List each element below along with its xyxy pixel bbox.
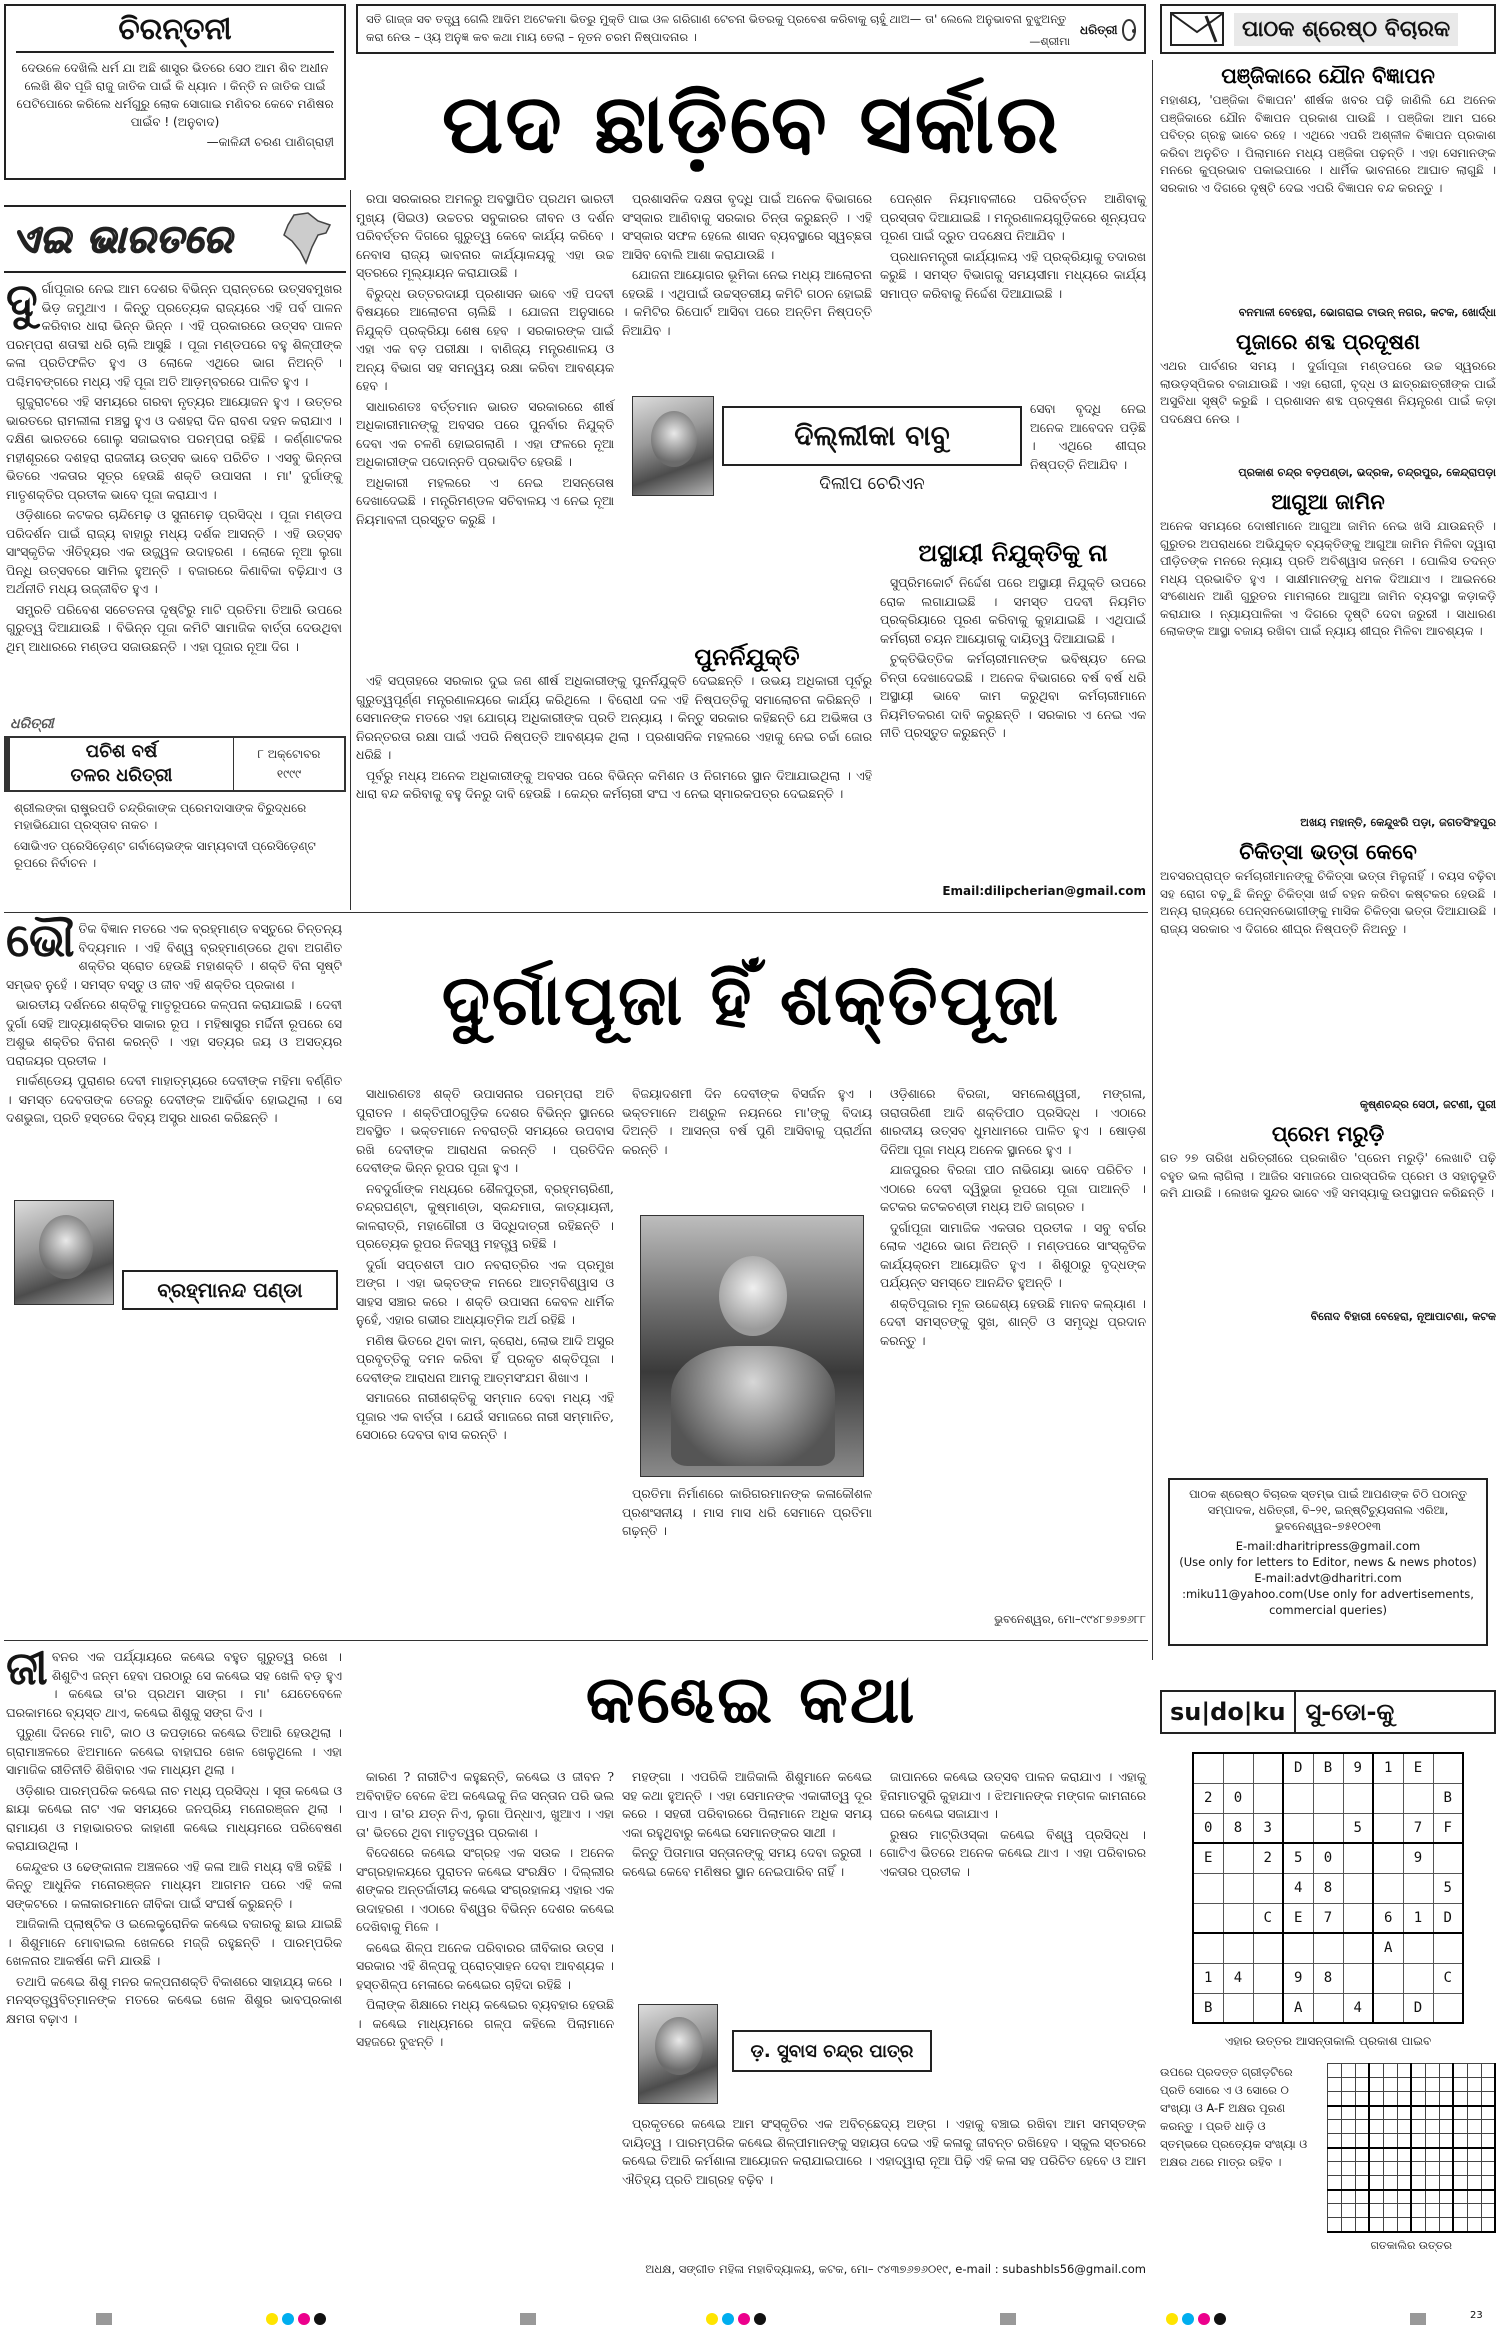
sudoku-cell[interactable] (1343, 1903, 1373, 1933)
durga-author: ବ୍ରହ୍ମାନନ୍ଦ ପଣ୍ଡା (157, 1278, 303, 1302)
durga-intro: ଭୌତିକ ବିଜ୍ଞାନ ମତରେ ଏକ ବ୍ରହ୍ମାଣ୍ଡ ବସ୍ତୁରେ ଚିନ୍ତନ୍ୟ ବିଦ୍ୟମାନ । ଏହି ବିଶ୍ୱ ବ୍ରହ୍ମାଣ୍ଡରେ ଥିବା ଅଗଣିତ ଶକ୍ତିର ସ୍ରୋତ ହେଉଛି ମହାଶକ୍ତି । ଶକ୍ତି ବିନା ସୃଷ୍ଟି ସମ୍ଭବ ନୁହେଁ । ସମସ୍ତ ବସ୍ତୁ ଓ ଜୀବ ଏହି ଶକ୍ତିର ପ୍ରକାଶ । ଭାରତୀୟ ଦର୍ଶନରେ ଶକ୍ତିକୁ ମାତୃରୂପରେ କଳ୍ପନା କରାଯାଇଛି । ଦେବୀ ଦୁର୍ଗା ସେହି ଆଦ୍ୟାଶକ୍ତିର ସାକାର ରୂପ । ମହିଷାସୁର ମର୍ଦ୍ଦିନୀ ରୂପରେ ସେ ଅଶୁଭ ଶକ୍ତିର ବିନାଶ କରନ୍ତି । ଏହା ସତ୍ୟର ଜୟ ଓ ଅସତ୍ୟର ପରାଜୟର ପ୍ରତୀକ । ମାର୍କଣ୍ଡେୟ ପୁରାଣର ଦେବୀ ମାହାତ୍ମ୍ୟରେ ଦେବୀଙ୍କ ମହିମା ବର୍ଣ୍ଣିତ । ସମସ୍ତ ଦେବତାଙ୍କ ତେଜରୁ ଦେବୀଙ୍କ ଆବିର୍ଭାବ ହୋଇଥିଲା । ସେ ଦଶଭୁଜା, ପ୍ରତି ହସ୍ତରେ ଦିବ୍ୟ ଅସ୍ତ୍ର ଧାରଣ କରିଛନ୍ତି । (6, 913, 342, 1125)
sudoku-title-or: ସୁ-ଡୋ-କୁ (1305, 1698, 1395, 1726)
sudoku-cell[interactable] (1223, 1753, 1253, 1783)
readers-title: ପାଠକ ଶ୍ରେଷ୍ଠ ବିଚାରକ (1234, 13, 1458, 46)
sudoku-cell[interactable] (1403, 1783, 1433, 1813)
pachisha-tag: ଧରିତ୍ରୀ (10, 716, 54, 732)
chirantani-box (4, 4, 346, 180)
column-title: ଦିଲ୍ଲୀକା ବାବୁ (794, 419, 950, 452)
sudoku-cell[interactable] (1253, 1783, 1283, 1813)
kanhei-footer: ଅଧକ୍ଷ, ସଙ୍ଗୀତ ମହିଳା ମହାବିଦ୍ୟାଳୟ, କଟକ, ମୋ– ୯୪୩୭୬୭୬୦୧୯, e-mail : subashbls56@gmail.com (645, 2262, 1146, 2276)
durga-idol-photo (640, 1215, 864, 1477)
readers-sig-5: ବିନୋଦ ବିହାରୀ ବେହେରା, ନୂଆପାଟଣା, କଟକ (1310, 1310, 1496, 1323)
dropcap: ଜୀ (6, 1641, 48, 1695)
lead-col-2: ପ୍ରଶାସନିକ ଦକ୍ଷତା ବୃଦ୍ଧି ପାଇଁ ଅନେକ ବିଭାଗରେ ସଂସ୍କାର ଆଣିବାକୁ ସରକାର ଚିନ୍ତା କରୁଛନ୍ତି । ଏହି ସଂସ୍କାର ସଫଳ ହେଲେ ଶାସନ ବ୍ୟବସ୍ଥାରେ ସ୍ୱଚ୍ଛତା ଆସିବ ବୋଲି ଆଶା କରାଯାଉଛି । ଯୋଜନା ଆୟୋଗର ଭୂମିକା ନେଇ ମଧ୍ୟ ଆଲୋଚନା ହେଉଛି । ଏଥିପାଇଁ ଉଚ୍ଚସ୍ତରୀୟ କମିଟି ଗଠନ ହୋଇଛି । କମିଟିର ରିପୋର୍ଟ ଆସିବା ପରେ ଅନ୍ତିମ ନିଷ୍ପତ୍ତି ନିଆଯିବ । (622, 191, 872, 338)
sudoku-cell[interactable]: E (1193, 1843, 1223, 1873)
pachisha-date-1: ୮ ଅକ୍ଟୋବର (257, 747, 321, 761)
lead-subhead-2: ଅସ୍ଥାୟୀ ନିଯୁକ୍ତିକୁ ନା (918, 539, 1108, 567)
sudoku-cell[interactable]: 4 (1283, 1873, 1313, 1903)
ajibharat-banner (4, 205, 346, 273)
sudoku-cell[interactable] (1313, 1993, 1343, 2023)
pachisha-item-2: ସୋଭିଏତ ପ୍ରେସିଡ଼େଣ୍ଟ ଗର୍ବାଚୋଭଙ୍କ ସାମ୍ୟବାଦୀ ପ୍ରେସିଡ଼େଣ୍ଟ ରୂପରେ ନିର୍ବାଚନ । (14, 839, 316, 870)
durga-col-1: ସାଧାରଣତଃ ଶକ୍ତି ଉପାସନାର ପରମ୍ପରା ଅତି ପୁରାତନ । ଶକ୍ତିପୀଠଗୁଡ଼ିକ ଦେଶର ବିଭିନ୍ନ ସ୍ଥାନରେ ଅବସ୍ଥିତ । ଭକ୍ତମାନେ ନବରାତ୍ରି ସମୟରେ ଉପବାସ ରଖି ଦେବୀଙ୍କ ଆରାଧନା କରନ୍ତି । ପ୍ରତିଦିନ ଦେବୀଙ୍କ ଭିନ୍ନ ରୂପର ପୂଜା ହୁଏ । ନବଦୁର୍ଗାଙ୍କ ମଧ୍ୟରେ ଶୈଳପୁତ୍ରୀ, ବ୍ରହ୍ମଚାରିଣୀ, ଚନ୍ଦ୍ରଘଣ୍ଟା, କୁଷ୍ମାଣ୍ଡା, ସ୍କନ୍ଦମାତା, କାତ୍ୟାୟନୀ, କାଳରାତ୍ରି, ମହାଗୌରୀ ଓ ସିଦ୍ଧିଦାତ୍ରୀ ରହିଛନ୍ତି । ପ୍ରତ୍ୟେକ ରୂପର ନିଜସ୍ୱ ମହତ୍ତ୍ୱ ରହିଛି । ଦୁର୍ଗା ସପ୍ତଶତୀ ପାଠ ନବରାତ୍ରିର ଏକ ପ୍ରମୁଖ ଅଙ୍ଗ । ଏହା ଭକ୍ତଙ୍କ ମନରେ ଆତ୍ମବିଶ୍ୱାସ ଓ ସାହସ ସଞ୍ଚାର କରେ । ଶକ୍ତି ଉପାସନା କେବଳ ଧାର୍ମିକ ନୁହେଁ, ଏହାର ଗଭୀର ଆଧ୍ୟାତ୍ମିକ ଅର୍ଥ ରହିଛି । ମଣିଷ ଭିତରେ ଥିବା କାମ, କ୍ରୋଧ, ଲୋଭ ଆଦି ଅସୁର ପ୍ରବୃତ୍ତିକୁ ଦମନ କରିବା ହିଁ ପ୍ରକୃତ ଶକ୍ତିପୂଜା । ଦେବୀଙ୍କ ଆରାଧନା ଆମକୁ ଆତ୍ମସଂଯମ ଶିଖାଏ । ସମାଜରେ ନାରୀଶକ୍ତିକୁ ସମ୍ମାନ ଦେବା ମଧ୍ୟ ଏହି ପୂଜାର ଏକ ବାର୍ତ୍ତା । ଯେଉଁ ସମାଜରେ ନାରୀ ସମ୍ମାନିତ, ସେଠାରେ ଦେବତା ବାସ କରନ୍ତି । (356, 1086, 614, 1442)
readers-contact (1168, 1478, 1488, 1646)
readers-body-3: ଅନେକ ସମୟରେ ଦୋଷୀମାନେ ଆଗୁଆ ଜାମିନ ନେଇ ଖସି ଯାଉଛନ୍ତି । ଗୁରୁତର ଅପରାଧରେ ଅଭିଯୁକ୍ତ ବ୍ୟକ୍ତିଙ୍କୁ ଆଗୁଆ ଜାମିନ ମିଳିବା ଦ୍ୱାରା ପୀଡ଼ିତଙ୍କ ମନରେ ନ୍ୟାୟ ପ୍ରତି ଅବିଶ୍ୱାସ ଜନ୍ମେ । ପୋଲିସ ତଦନ୍ତ ମଧ୍ୟ ପ୍ରଭାବିତ ହୁଏ । ସାକ୍ଷୀମାନଙ୍କୁ ଧମକ ଦିଆଯାଏ । ଆଇନରେ ସଂଶୋଧନ ଆଣି ଗୁରୁତର ମାମଲାରେ ଆଗୁଆ ଜାମିନ ବ୍ୟବସ୍ଥା କଡ଼ାକଡ଼ି କରାଯାଉ । ନ୍ୟାୟପାଳିକା ଏ ଦିଗରେ ଦୃଷ୍ଟି ଦେବା ଜରୁରୀ । ସାଧାରଣ ଲୋକଙ୍କ ଆସ୍ଥା ବଜାୟ ରଖିବା ପାଇଁ ନ୍ୟାୟ ଶୀଘ୍ର ମିଳିବା ଆବଶ୍ୟକ । (1160, 519, 1496, 638)
durga-headline: ଦୁର୍ଗାପୂଜା ହିଁ ଶକ୍ତିପୂଜା (441, 959, 1061, 1041)
sudoku-cell[interactable] (1373, 1963, 1403, 1993)
sudoku-grid[interactable] (1192, 1752, 1464, 2024)
top-logo-text: ଧରିତ୍ରୀ (1080, 22, 1118, 37)
sudoku-cell[interactable] (1193, 1753, 1223, 1783)
sudoku-cell[interactable] (1253, 1873, 1283, 1903)
ajibharat-title: ଏଇ ଭାରତରେ (12, 216, 233, 261)
sudoku-cell[interactable] (1343, 1843, 1373, 1873)
durga-author-block (6, 1200, 342, 1330)
pachisha-item-1: ଶ୍ରୀଲଙ୍କା ରାଷ୍ଟ୍ରପତି ଚନ୍ଦ୍ରିକାଙ୍କ ପ୍ରେମଦାସାଙ୍କ ବିରୁଦ୍ଧରେ ମହାଭିଯୋଗ ପ୍ରସ୍ତାବ ନାକଚ । (14, 801, 307, 832)
page-number: 23 (1470, 2310, 1483, 2321)
sudoku-cell[interactable] (1283, 1783, 1313, 1813)
sudoku-cell[interactable] (1223, 1903, 1253, 1933)
sudoku-cell[interactable] (1403, 1933, 1433, 1963)
sudoku-cell[interactable]: 6 (1373, 1903, 1403, 1933)
sudoku-cell[interactable] (1253, 1963, 1283, 1993)
sudoku-cell[interactable]: 2 (1193, 1783, 1223, 1813)
pachisha-title-2: ତଳର ଧରିତ୍ରୀ (70, 765, 173, 786)
sudoku-cell[interactable] (1223, 1873, 1253, 1903)
author-photo (638, 2004, 718, 2104)
sudoku-answer-grid (1327, 2063, 1497, 2233)
pachisha-date-2: ୧୯୯୯ (276, 767, 302, 781)
sudoku-cell[interactable]: 4 (1343, 1993, 1373, 2023)
sudoku-panel (1160, 1690, 1496, 2300)
sudoku-note: ଏହାର ଉତ୍ତର ଆସନ୍ତାକାଲି ପ୍ରକାଶ ପାଇବ (1224, 2034, 1432, 2048)
sudoku-cell[interactable]: E (1403, 1753, 1433, 1783)
readers-body-2: ଏଥର ପାର୍ବଣର ସମୟ । ଦୁର୍ଗାପୂଜା ମଣ୍ଡପରେ ଉଚ୍ଚ ସ୍ୱରରେ ଲାଉଡ଼ସ୍ପିକର ବଜାଯାଉଛି । ଏହା ରୋଗୀ, ବୃଦ୍ଧ ଓ ଛାତ୍ରଛାତ୍ରୀଙ୍କ ପାଇଁ ଅସୁବିଧା ସୃଷ୍ଟି କରୁଛି । ପ୍ରଶାସନ ଶବ୍ଦ ପ୍ରଦୂଷଣ ନିୟନ୍ତ୍ରଣ ପାଇଁ କଡ଼ା ପଦକ୍ଷେପ ନେଉ । (1160, 359, 1496, 426)
sudoku-cell[interactable]: B (1433, 1783, 1463, 1813)
sudoku-cell[interactable]: 3 (1253, 1813, 1283, 1843)
pachisha-box (4, 716, 346, 870)
durga-dateline: ଭୁବନେଶ୍ୱର, ମୋ–୯୯୪୮୭୬୭୬୮୮ (994, 1612, 1146, 1626)
sudoku-cell[interactable] (1433, 1753, 1463, 1783)
sudoku-cell[interactable] (1403, 1873, 1433, 1903)
pachisha-title-1: ପଚିଶ ବର୍ଷ (85, 741, 158, 762)
sudoku-cell[interactable] (1223, 1843, 1253, 1873)
readers-h2: ପୂଜାରେ ଶବ୍ଦ ପ୍ରଦୂଷଣ (1235, 330, 1420, 354)
kanhei-col-4: ପ୍ରକୃତରେ କଣ୍ଢେଇ ଆମ ସଂସ୍କୃତିର ଏକ ଅବିଚ୍ଛେଦ୍ୟ ଅଙ୍ଗ । ଏହାକୁ ବଞ୍ଚାଇ ରଖିବା ଆମ ସମସ୍ତଙ୍କ ଦାୟିତ୍ୱ । ପାରମ୍ପରିକ କଣ୍ଢେଇ ଶିଳ୍ପୀମାନଙ୍କୁ ସହାୟତା ଦେଇ ଏହି କଳାକୁ ଜୀବନ୍ତ ରଖିହେବ । ସ୍କୁଲ ସ୍ତରରେ କଣ୍ଢେଇ ତିଆରି କର୍ମଶାଳା ଆୟୋଜନ କରାଯାଇପାରେ । ଏହାଦ୍ୱାରା ନୂଆ ପିଢ଼ି ଏହି କଳା ସହ ପରିଚିତ ହେବେ ଓ ଆମ ଐତିହ୍ୟ ପ୍ରତି ଆଗ୍ରହ ବଢ଼ିବ । (622, 2116, 1146, 2187)
sudoku-cell[interactable] (1283, 1813, 1313, 1843)
sudoku-cell[interactable]: 9 (1283, 1963, 1313, 1993)
readers-h5: ପ୍ରେମ ମରୁଡ଼ି (1271, 1122, 1385, 1146)
readers-h4: ଚିକିତ୍ସା ଭତ୍ତା କେବେ (1239, 840, 1417, 864)
ajibharat-article: ଦୁର୍ଗାପୂଜାର ନେଇ ଆମ ଦେଶର ବିଭିନ୍ନ ପ୍ରାନ୍ତରେ ଉତ୍ସବମୁଖର ଭିଡ଼ ଜମୁଥାଏ । କିନ୍ତୁ ପ୍ରତ୍ୟେକ ରାଜ୍ୟରେ ଏହି ପର୍ବ ପାଳନ କରିବାର ଧାରା ଭିନ୍ନ ଭିନ୍ନ । ଏହି ପ୍ରକାରରେ ଉତ୍ସବ ପାଳନ ପରମ୍ପରା ଶତାବ୍ଦୀ ଧରି ଚାଲି ଆସୁଛି । ପୂଜା ମଣ୍ଡପରେ ବହୁ ଶିଳ୍ପୀଙ୍କ କଳା ପ୍ରତିଫଳିତ ହୁଏ ଓ ଲୋକେ ଏଥିରେ ଭାଗ ନିଅନ୍ତି । ପଶ୍ଚିମବଙ୍ଗରେ ମଧ୍ୟ ଏହି ପୂଜା ଅତି ଆଡ଼ମ୍ବରରେ ପାଳିତ ହୁଏ । ଗୁଜୁରାଟରେ ଏହି ସମୟରେ ଗରବା ନୃତ୍ୟର ଆୟୋଜନ ହୁଏ । ଉତ୍ତର ଭାରତରେ ରାମଲୀଳା ମଞ୍ଚସ୍ଥ ହୁଏ ଓ ଦଶହରା ଦିନ ରାବଣ ଦହନ କରାଯାଏ । ଦକ୍ଷିଣ ଭାରତରେ ଗୋଲୁ ସଜାଇବାର ପରମ୍ପରା ରହିଛି । କର୍ଣ୍ଣାଟକର ମହୀଶୂରରେ ଦଶହରା ରାଜକୀୟ ଉତ୍ସବ ଭାବେ ପରିଚିତ । ଏସବୁ ଭିନ୍ନତା ଭିତରେ ଏକତାର ସୂତ୍ର ହେଉଛି ଶକ୍ତି ଉପାସନା । ମା' ଦୁର୍ଗାଙ୍କୁ ମାତୃଶକ୍ତିର ପ୍ରତୀକ ଭାବେ ପୂଜା କରାଯାଏ । ଓଡ଼ିଶାରେ କଟକର ଚାନ୍ଦିମେଢ଼ ଓ ସୁନାମେଢ଼ ପ୍ରସିଦ୍ଧ । ପୂଜା ମଣ୍ଡପ ପରିଦର୍ଶନ ପାଇଁ ରାଜ୍ୟ ବାହାରୁ ମଧ୍ୟ ଦର୍ଶକ ଆସନ୍ତି । ଏହି ଉତ୍ସବ ସାଂସ୍କୃତିକ ଐତିହ୍ୟର ଏକ ଉଜ୍ଜ୍ୱଳ ଉଦାହରଣ । ଲୋକେ ନୂଆ ଲୁଗା ପିନ୍ଧି ଉତ୍ସବରେ ସାମିଲ ହୁଅନ୍ତି । ବଜାରରେ କିଣାବିକା ବଢ଼ିଯାଏ ଓ ଅର୍ଥନୀତି ମଧ୍ୟ ଉଜ୍ଜୀବିତ ହୁଏ । ସମ୍ପ୍ରତି ପରିବେଶ ସଚେତନତା ଦୃଷ୍ଟିରୁ ମାଟି ପ୍ରତିମା ତିଆରି ଉପରେ ଗୁରୁତ୍ୱ ଦିଆଯାଉଛି । ବିଭିନ୍ନ ପୂଜା କମିଟି ସାମାଜିକ ବାର୍ତ୍ତା ଦେଉଥିବା ଥିମ୍ ଆଧାରରେ ମଣ୍ଡପ ସଜାଉଛନ୍ତି । ଏହା ପୂଜାର ନୂଆ ଦିଗ । (6, 273, 342, 654)
sudoku-cell[interactable]: 0 (1193, 1813, 1223, 1843)
chirantani-author: —କାଳିନ୍ଦୀ ଚରଣ ପାଣିଗ୍ରାହୀ (206, 135, 334, 149)
dropcap: ଭୌ (6, 913, 75, 967)
sudoku-title-en: su|do|ku (1162, 1692, 1296, 1732)
sudoku-cell[interactable]: C (1433, 1963, 1463, 1993)
sudoku-cell[interactable] (1373, 1873, 1403, 1903)
sudoku-cell[interactable]: D (1283, 1753, 1313, 1783)
lead-headline: ପଦ ଛାଡ଼ିବେ ସର୍କାର (441, 77, 1061, 172)
readers-body-1: ମହାଶୟ, 'ପଞ୍ଜିକା ବିଜ୍ଞାପନ' ଶୀର୍ଷକ ଖବର ପଢ଼ି ଜାଣିଲି ଯେ ଅନେକ ପଞ୍ଜିକାରେ ଯୌନ ବିଜ୍ଞାପନ ପ୍ରକାଶ ପାଉଛି । ପଞ୍ଜିକା ଆମ ଘରେ ପବିତ୍ର ଗ୍ରନ୍ଥ ଭାବେ ରହେ । ଏଥିରେ ଏପରି ଅଶ୍ଳୀଳ ବିଜ୍ଞାପନ ପ୍ରକାଶ କରିବା ଅନୁଚିତ । ପିଲାମାନେ ମଧ୍ୟ ପଞ୍ଜିକା ପଢ଼ନ୍ତି । ଏହା ସେମାନଙ୍କ ମନରେ କୁପ୍ରଭାବ ପକାଇପାରେ । ଧାର୍ମିକ ଭାବନାରେ ଆଘାତ ଲାଗୁଛି । ସରକାର ଏ ଦିଗରେ ଦୃଷ୍ଟି ଦେଇ ଏପରି ବିଜ୍ଞାପନ ବନ୍ଦ କରନ୍ତୁ । (1160, 93, 1496, 195)
sudoku-cell[interactable]: A (1283, 1993, 1313, 2023)
sudoku-cell[interactable] (1433, 1933, 1463, 1963)
sudoku-cell[interactable]: A (1373, 1933, 1403, 1963)
sudoku-cell[interactable] (1403, 1963, 1433, 1993)
contact-note-1: (Use only for letters to Editor, news & news photos) (1179, 1555, 1477, 1569)
lead-email: Email:dilipcherian@gmail.com (942, 884, 1146, 898)
sudoku-cell[interactable] (1223, 1993, 1253, 2023)
sudoku-cell[interactable]: D (1433, 1903, 1463, 1933)
sudoku-rules: ଉପରେ ପ୍ରଦତ୍ତ ଗ୍ରୀଡ଼ଟିରେ ପ୍ରତି ସୋରେ ଏ ଓ ସୋରେ ୦ ସଂଖ୍ୟା ଓ A-F ଅକ୍ଷର ପୂରଣ କରନ୍ତୁ । ପ୍ରତି ଧାଡ଼ି ଓ ସ୍ତମ୍ଭରେ ପ୍ରତ୍ୟେକ ସଂଖ୍ୟା ଓ ଅକ୍ଷର ଥରେ ମାତ୍ର ରହିବ । (1160, 2065, 1308, 2169)
sudoku-cell[interactable] (1193, 1933, 1223, 1963)
readers-sig-1: ବନମାଳୀ ବେହେରା, ଭୋଗରାଇ ଟାଉନ୍ ନଗର, କଟକ, ଖୋର୍ଦ୍ଧା (1238, 306, 1496, 319)
sudoku-cell[interactable] (1223, 1933, 1253, 1963)
readers-sig-4: କୃଷ୍ଣଚନ୍ଦ୍ର ସେଠୀ, ଜଟଣୀ, ପୁରୀ (1359, 1098, 1496, 1111)
readers-body-4: ଅବସରପ୍ରାପ୍ତ କର୍ମଚାରୀମାନଙ୍କୁ ଚିକିତ୍ସା ଭତ୍ତା ମିଳୁନାହିଁ । ବୟସ ବଢ଼ିବା ସହ ରୋଗ ବଢ଼ୁଛି କିନ୍ତୁ ଚିକିତ୍ସା ଖର୍ଚ୍ଚ ବହନ କରିବା କଷ୍ଟକର ହେଉଛି । ଅନ୍ୟ ରାଜ୍ୟରେ ପେନ୍‌ସନଭୋଗୀଙ୍କୁ ମାସିକ ଚିକିତ୍ସା ଭତ୍ତା ଦିଆଯାଉଛି । ରାଜ୍ୟ ସରକାର ଏ ଦିଗରେ ଶୀଘ୍ର ନିଷ୍ପତ୍ତି ନିଅନ୍ତୁ । (1160, 869, 1496, 936)
sudoku-cell[interactable]: 5 (1343, 1813, 1373, 1843)
sudoku-cell[interactable]: 1 (1373, 1753, 1403, 1783)
lead-col-3b: ସେବା ବୃଦ୍ଧି ନେଇ ଅନେକ ଆବେଦନ ପଡ଼ିଛି । ଏଥିରେ ଶୀଘ୍ର ନିଷ୍ପତ୍ତି ନିଆଯିବ । (1030, 401, 1146, 472)
sudoku-cell[interactable]: 5 (1283, 1843, 1313, 1873)
top-quote-author: —ଶ୍ରୀମା (1029, 35, 1070, 48)
dharitri-logo (1080, 12, 1136, 48)
sudoku-cell[interactable] (1373, 1993, 1403, 2023)
sudoku-cell[interactable]: C (1253, 1903, 1283, 1933)
kanhei-author-block (622, 2000, 1146, 2110)
lead-col-3: ପେନ୍‌ଶନ ନିୟମାବଳୀରେ ପରିବର୍ତ୍ତନ ଆଣିବାକୁ ପ୍ରସ୍ତାବ ଦିଆଯାଇଛି । ମନ୍ତ୍ରଣାଳୟଗୁଡ଼ିକରେ ଶୂନ୍ୟପଦ ପୂରଣ ପାଇଁ ଦ୍ରୁତ ପଦକ୍ଷେପ ନିଆଯିବ । ପ୍ରଧାନମନ୍ତ୍ରୀ କାର୍ଯ୍ୟାଳୟ ଏହି ପ୍ରକ୍ରିୟାକୁ ତଦାରଖ କରୁଛି । ସମସ୍ତ ବିଭାଗକୁ ସମୟସୀମା ମଧ୍ୟରେ କାର୍ଯ୍ୟ ସମାପ୍ତ କରିବାକୁ ନିର୍ଦ୍ଦେଶ ଦିଆଯାଇଛି । (880, 191, 1146, 301)
durga-col-2: ବିଜୟାଦଶମୀ ଦିନ ଦେବୀଙ୍କ ବିସର୍ଜନ ହୁଏ । ଭକ୍ତମାନେ ଅଶ୍ରୁଳ ନୟନରେ ମା'ଙ୍କୁ ବିଦାୟ ଦିଅନ୍ତି । ଆସନ୍ତା ବର୍ଷ ପୁଣି ଆସିବାକୁ ପ୍ରାର୍ଥନା କରନ୍ତି । (622, 1086, 872, 1157)
kanhei-col-3: ଜାପାନରେ କଣ୍ଢେଇ ଉତ୍ସବ ପାଳନ କରାଯାଏ । ଏହାକୁ ହିନାମାତସୁରି କୁହାଯାଏ । ଝିଅମାନଙ୍କ ମଙ୍ଗଳ କାମନାରେ ଘରେ କଣ୍ଢେଇ ସଜାଯାଏ । ରୁଷର ମାଟ୍ରିଓସ୍କା କଣ୍ଢେଇ ବିଶ୍ୱ ପ୍ରସିଦ୍ଧ । ଗୋଟିଏ ଭିତରେ ଅନେକ କଣ୍ଢେଇ ଥାଏ । ଏହା ପରିବାରର ଏକତାର ପ୍ରତୀକ । (880, 1769, 1146, 1879)
sudoku-cell[interactable]: B (1313, 1753, 1343, 1783)
kanhei-author: ଡ଼. ସୁବାସ ଚନ୍ଦ୍ର ପାତ୍ର (750, 2040, 914, 2062)
india-map-icon (274, 211, 338, 267)
sudoku-cell[interactable] (1343, 1963, 1373, 1993)
sudoku-cell[interactable]: B (1193, 1993, 1223, 2023)
sudoku-cell[interactable] (1373, 1813, 1403, 1843)
readers-h3: ଆଗୁଆ ଜାମିନ (1271, 490, 1385, 514)
top-quote-box (356, 4, 1146, 54)
lead-col-1b: ଏହି ସପ୍ତାହରେ ସରକାର ଦୁଇ ଜଣ ଶୀର୍ଷ ଅଧିକାରୀଙ୍କୁ ପୁନର୍ନିଯୁକ୍ତି ଦେଇଛନ୍ତି । ଉଭୟ ଅଧିକାରୀ ପୂର୍ବରୁ ଗୁରୁତ୍ୱପୂର୍ଣ୍ଣ ମନ୍ତ୍ରଣାଳୟରେ କାର୍ଯ୍ୟ କରିଥିଲେ । ବିରୋଧୀ ଦଳ ଏହି ନିଷ୍ପତ୍ତିକୁ ସମାଲୋଚନା କରିଛନ୍ତି । ସେମାନଙ୍କ ମତରେ ଏହା ଯୋଗ୍ୟ ଅଧିକାରୀଙ୍କ ପ୍ରତି ଅନ୍ୟାୟ । କିନ୍ତୁ ସରକାର କହିଛନ୍ତି ଯେ ଅଭିଜ୍ଞତା ଓ ନିରନ୍ତରତା ରକ୍ଷା ପାଇଁ ଏପରି ନିଷ୍ପତ୍ତି ଆବଶ୍ୟକ ଥିଲା । ପ୍ରଶାସନିକ ମହଲରେ ଏହାକୁ ନେଇ ଚର୍ଚ୍ଚା ଜୋର ଧରିଛି । ପୂର୍ବରୁ ମଧ୍ୟ ଅନେକ ଅଧିକାରୀଙ୍କୁ ଅବସର ପରେ ବିଭିନ୍ନ କମିଶନ ଓ ନିଗମରେ ସ୍ଥାନ ଦିଆଯାଇଥିଲା । ଏହି ଧାରା ବନ୍ଦ କରିବାକୁ ବହୁ ଦିନରୁ ଦାବି ହେଉଛି । କେନ୍ଦ୍ର କର୍ମଚାରୀ ସଂଘ ଏ ନେଇ ସ୍ମାରକପତ୍ର ଦେଇଛନ୍ତି । (356, 673, 872, 801)
dropcap: ଦୁ (6, 273, 38, 327)
sudoku-cell[interactable] (1253, 1933, 1283, 1963)
sudoku-cell[interactable]: 0 (1313, 1843, 1343, 1873)
sudoku-cell[interactable] (1253, 1993, 1283, 2023)
sudoku-cell[interactable] (1283, 1933, 1313, 1963)
sudoku-cell[interactable]: 0 (1223, 1783, 1253, 1813)
chirantani-title: ଚିରନ୍ତନୀ (16, 12, 334, 53)
sudoku-cell[interactable] (1313, 1813, 1343, 1843)
sudoku-cell[interactable]: 1 (1403, 1903, 1433, 1933)
durga-col-2b: ପ୍ରତିମା ନିର୍ମାଣରେ କାରିଗରମାନଙ୍କ କଳାକୌଶଳ ପ୍ରଶଂସନୀୟ । ମାସ ମାସ ଧରି ସେମାନେ ପ୍ରତିମା ଗଢ଼ନ୍ତି । (622, 1486, 872, 1538)
sudoku-cell[interactable]: 7 (1403, 1813, 1433, 1843)
sudoku-cell[interactable] (1343, 1783, 1373, 1813)
contact-email-3: :miku11@yahoo.com(Use only for advertisements, commercial queries) (1182, 1587, 1474, 1617)
sudoku-cell[interactable]: 8 (1313, 1873, 1343, 1903)
kanhei-col-2: ମହଙ୍ଗା । ଏପରିକି ଆଜିକାଲି ଶିଶୁମାନେ କଣ୍ଢେଇ ସହ କଥା ହୁଅନ୍ତି । ଏହା ସେମାନଙ୍କ ଏକାକୀତ୍ୱ ଦୂର କରେ । ସହରୀ ପରିବାରରେ ପିଲାମାନେ ଅଧିକ ସମୟ ଏକା ରହୁଥିବାରୁ କଣ୍ଢେଇ ସେମାନଙ୍କର ସାଥୀ । କିନ୍ତୁ ପିତାମାତା ସନ୍ତାନଙ୍କୁ ସମୟ ଦେବା ଜରୁରୀ । କଣ୍ଢେଇ କେବେ ମଣିଷର ସ୍ଥାନ ନେଇପାରିବ ନାହିଁ । (622, 1769, 872, 1879)
sudoku-answer-label: ଗତକାଲିର ଉତ୍ତର (1370, 2238, 1453, 2252)
kanhei-headline: କଣ୍ଢେଇ କଥା (585, 1661, 917, 1738)
readers-sig-3: ଅଖୟ ମହାନ୍ତି, କେନ୍ଦୁଝରି ପଡ଼ା, ଜଗତସିଂହପୁର (1300, 816, 1496, 829)
sudoku-cell[interactable]: 1 (1193, 1963, 1223, 1993)
lead-col-3c: ସୁପ୍ରିମକୋର୍ଟ ନିର୍ଦ୍ଦେଶ ପରେ ଅସ୍ଥାୟୀ ନିଯୁକ୍ତି ଉପରେ ରୋକ ଲଗାଯାଇଛି । ସମସ୍ତ ପଦବୀ ନିୟମିତ ପ୍ରକ୍ରିୟାରେ ପୂରଣ କରିବାକୁ କୁହାଯାଇଛି । ଏଥିପାଇଁ କର୍ମଚାରୀ ଚୟନ ଆୟୋଗକୁ ଦାୟିତ୍ୱ ଦିଆଯାଇଛି । ଚୁକ୍ତିଭିତ୍ତିକ କର୍ମଚାରୀମାନଙ୍କ ଭବିଷ୍ୟତ ନେଇ ଚିନ୍ତା ଦେଖାଦେଇଛି । ଅନେକ ବିଭାଗରେ ବର୍ଷ ବର୍ଷ ଧରି ଅସ୍ଥାୟୀ ଭାବେ କାମ କରୁଥିବା କର୍ମଚାରୀମାନେ ନିୟମିତକରଣ ଦାବି କରୁଛନ୍ତି । ସରକାର ଏ ନେଇ ଏକ ନୀତି ପ୍ରସ୍ତୁତ କରୁଛନ୍ତି । (880, 575, 1146, 740)
sudoku-cell[interactable] (1373, 1783, 1403, 1813)
sudoku-cell[interactable] (1373, 1843, 1403, 1873)
sudoku-cell[interactable] (1433, 1843, 1463, 1873)
kanhei-intro: ଜୀବନର ଏକ ପର୍ଯ୍ୟାୟରେ କଣ୍ଢେଇ ବହୁତ ଗୁରୁତ୍ୱ ରଖେ । ଶିଶୁଟିଏ ଜନ୍ମ ହେବା ପରଠାରୁ ସେ କଣ୍ଢେଇ ସହ ଖେଳି ବଡ଼ ହୁଏ । କଣ୍ଢେଇ ତା'ର ପ୍ରଥମ ସାଙ୍ଗ । ମା' ଯେତେବେଳେ ଘରକାମରେ ବ୍ୟସ୍ତ ଥାଏ, କଣ୍ଢେଇ ଶିଶୁକୁ ସଙ୍ଗ ଦିଏ । ପୁରୁଣା ଦିନରେ ମାଟି, କାଠ ଓ କପଡ଼ାରେ କଣ୍ଢେଇ ତିଆରି ହେଉଥିଲା । ଗ୍ରାମାଞ୍ଚଳରେ ଝିଅମାନେ କଣ୍ଢେଇ ବାହାଘର ଖେଳ ଖେଳୁଥିଲେ । ଏହା ସାମାଜିକ ରୀତିନୀତି ଶିଖିବାର ଏକ ମାଧ୍ୟମ ଥିଲା । ଓଡ଼ିଶାର ପାରମ୍ପରିକ କଣ୍ଢେଇ ନାଚ ମଧ୍ୟ ପ୍ରସିଦ୍ଧ । ସୂତା କଣ୍ଢେଇ ଓ ଛାୟା କଣ୍ଢେଇ ନାଟ ଏକ ସମୟରେ ଜନପ୍ରିୟ ମନୋରଞ୍ଜନ ଥିଲା । ରାମାୟଣ ଓ ମହାଭାରତର କାହାଣୀ କଣ୍ଢେଇ ମାଧ୍ୟମରେ ପରିବେଷଣ କରାଯାଉଥିଲା । କେନ୍ଦୁଝର ଓ ଢେଙ୍କାନାଳ ଅଞ୍ଚଳରେ ଏହି କଳା ଆଜି ମଧ୍ୟ ବଞ୍ଚି ରହିଛି । କିନ୍ତୁ ଆଧୁନିକ ମନୋରଞ୍ଜନ ମାଧ୍ୟମ ଆଗମନ ପରେ ଏହି କଳା ସଙ୍କଟରେ । କଳାକାରମାନେ ଜୀବିକା ପାଇଁ ସଂଘର୍ଷ କରୁଛନ୍ତି । ଆଜିକାଲି ପ୍ଲାଷ୍ଟିକ ଓ ଇଲେକ୍ଟ୍ରୋନିକ କଣ୍ଢେଇ ବଜାରକୁ ଛାଇ ଯାଇଛି । ଶିଶୁମାନେ ମୋବାଇଲ ଖେଳରେ ମଜ୍ଜି ରହୁଛନ୍ତି । ପାରମ୍ପରିକ ଖେଳନାର ଆକର୍ଷଣ କମି ଯାଉଛି । ତଥାପି କଣ୍ଢେଇ ଶିଶୁ ମନର କଳ୍ପନାଶକ୍ତି ବିକାଶରେ ସାହାଯ୍ୟ କରେ । ମନସ୍ତତ୍ତ୍ୱବିତ୍‌ମାନଙ୍କ ମତରେ କଣ୍ଢେଇ ଖେଳ ଶିଶୁର ଭାବପ୍ରକାଶ କ୍ଷମତା ବଢ଼ାଏ । (6, 1641, 342, 2026)
sudoku-cell[interactable]: D (1403, 1993, 1433, 2023)
readers-header (1160, 4, 1496, 54)
author-photo (632, 396, 714, 496)
sudoku-cell[interactable] (1253, 1753, 1283, 1783)
readers-body-5: ଗତ ୨୭ ତାରିଖ ଧରିତ୍ରୀରେ ପ୍ରକାଶିତ 'ପ୍ରେମ ମରୁଡ଼ି' ଲେଖାଟି ପଢ଼ି ବହୁତ ଭଲ ଲାଗିଲା । ଆଜିର ସମାଜରେ ପାରସ୍ପରିକ ପ୍ରେମ ଓ ସହାନୁଭୂତି କମି ଯାଉଛି । ଲେଖକ ସୁନ୍ଦର ଭାବେ ଏହି ସମସ୍ୟାକୁ ଉପସ୍ଥାପନ କରିଛନ୍ତି । (1160, 1151, 1496, 1200)
author-photo (14, 1200, 114, 1305)
sudoku-cell[interactable] (1193, 1873, 1223, 1903)
sudoku-cell[interactable] (1193, 1903, 1223, 1933)
durga-col-3: ଓଡ଼ିଶାରେ ବିରଜା, ସମଲେଶ୍ୱରୀ, ମଙ୍ଗଳା, ତାରାତାରିଣୀ ଆଦି ଶକ୍ତିପୀଠ ପ୍ରସିଦ୍ଧ । ଏଠାରେ ଶାରଦୀୟ ଉତ୍ସବ ଧୁମଧାମରେ ପାଳିତ ହୁଏ । ଷୋଡ଼ଶ ଦିନିଆ ପୂଜା ମଧ୍ୟ ଅନେକ ସ୍ଥାନରେ ହୁଏ । ଯାଜପୁରର ବିରଜା ପୀଠ ନାଭିଗୟା ଭାବେ ପରିଚିତ । ଏଠାରେ ଦେବୀ ଦ୍ୱିଭୁଜା ରୂପରେ ପୂଜା ପାଆନ୍ତି । କଟକର କଟକଚଣ୍ଡୀ ମଧ୍ୟ ଅତି ଜାଗ୍ରତ । ଦୁର୍ଗାପୂଜା ସାମାଜିକ ଏକତାର ପ୍ରତୀକ । ସବୁ ବର୍ଗର ଲୋକ ଏଥିରେ ଭାଗ ନିଅନ୍ତି । ମଣ୍ଡପରେ ସାଂସ୍କୃତିକ କାର୍ଯ୍ୟକ୍ରମ ଆୟୋଜିତ ହୁଏ । ଶିଶୁଠାରୁ ବୃଦ୍ଧଙ୍କ ପର୍ଯ୍ୟନ୍ତ ସମସ୍ତେ ଆନନ୍ଦିତ ହୁଅନ୍ତି । ଶକ୍ତିପୂଜାର ମୂଳ ଉଦ୍ଦେଶ୍ୟ ହେଉଛି ମାନବ କଲ୍ୟାଣ । ଦେବୀ ସମସ୍ତଙ୍କୁ ସୁଖ, ଶାନ୍ତି ଓ ସମୃଦ୍ଧି ପ୍ରଦାନ କରନ୍ତୁ । (880, 1086, 1146, 1348)
sudoku-cell[interactable]: 9 (1403, 1843, 1433, 1873)
sudoku-cell[interactable] (1433, 1993, 1463, 2023)
sudoku-cell[interactable]: F (1433, 1813, 1463, 1843)
lead-col-1: ରପା ସରକାରର ଅମଳରୁ ଅବସ୍ଥାପିତ ପ୍ରଥମ ଭାରତୀ ମୁଖ୍ୟ (ସିଇଓ) ଉଚ୍ଚତର ସବୁକାରର ଜୀବନ ଓ ଦର୍ଶନ ପରିବର୍ତ୍ତନ ଦିଗରେ ଗୁରୁତ୍ୱ କେବେ କାର୍ଯ୍ୟ କରିବେ । ନେବାସ ରାଜ୍ୟ ଭାବନାର କାର୍ଯ୍ୟାଳୟକୁ ଏହା ଉଚ୍ଚ ସ୍ତରରେ ମୂଲ୍ୟାୟନ କରାଯାଉଛି । ବିରୁଦ୍ଧ ଉତ୍ତରଦାୟୀ ପ୍ରଶାସନ ଭାବେ ଏହି ପଦବୀ ବିଷୟରେ ଆଲୋଚନା ଚାଲିଛି । ଯୋଜନା ଅନୁସାରେ ନିଯୁକ୍ତି ପ୍ରକ୍ରିୟା ଶେଷ ହେବ । ସରକାରଙ୍କ ପାଇଁ ଏହା ଏକ ବଡ଼ ପରୀକ୍ଷା । ବାଣିଜ୍ୟ ମନ୍ତ୍ରଣାଳୟ ଓ ଅନ୍ୟ ବିଭାଗ ସହ ସମନ୍ୱୟ ରକ୍ଷା କରିବା ଆବଶ୍ୟକ ହେବ । ସାଧାରଣତଃ ବର୍ତ୍ତମାନ ଭାରତ ସରକାରରେ ଶୀର୍ଷ ଅଧିକାରୀମାନଙ୍କୁ ଅବସର ପରେ ପୁନର୍ବାର ନିଯୁକ୍ତି ଦେବା ଏକ ଚଳଣି ହୋଇଗଲାଣି । ଏହା ଫଳରେ ନୂଆ ଅଧିକାରୀଙ୍କ ପଦୋନ୍ନତି ପ୍ରଭାବିତ ହେଉଛି । ଅଧିକାରୀ ମହଲରେ ଏ ନେଇ ଅସନ୍ତୋଷ ଦେଖାଦେଇଛି । ମନ୍ତ୍ରିମଣ୍ଡଳ ସଚିବାଳୟ ଏ ନେଇ ନୂଆ ନିୟମାବଳୀ ପ୍ରସ୍ତୁତ କରୁଛି । (356, 191, 614, 527)
sudoku-cell[interactable]: 2 (1253, 1843, 1283, 1873)
sudoku-cell[interactable]: 8 (1223, 1813, 1253, 1843)
contact-email-2: E-mail:advt@dharitri.com (1254, 1571, 1402, 1585)
sudoku-cell[interactable] (1313, 1783, 1343, 1813)
sudoku-cell[interactable] (1343, 1873, 1373, 1903)
top-quote-text: ସତି ଗାଜ୍ଜ ସବ ତତ୍ତ୍ୱ ଗେଲି ଆଦିମ ଅଟେକମା ଭିତରୁ ମୁକ୍ତି ପାଇ ଓଳ ଗରିଗାଣ ଟେଚନା ଭିତରକୁ ପ୍ରବେଶ କରିବାକୁ ଚାହୁଁ ଥାଅ— ତା' ଲେଲେ ଅନୁଭାବନା ବୁଝୁଅନ୍ତୁ କରା ନେଉ – ଓ୍ୟ ଅନୁଜ୍ଞ କବ କଥା ମାୟ ତେଲା – ନୂତନ ଚରମ ନିଷ୍ପାଦନାର । (366, 12, 1067, 44)
readers-column (1160, 60, 1496, 1620)
column-author: ଦିଲୀପ ଚେରିଏନ (819, 474, 925, 494)
readers-sig-2: ପ୍ରକାଶ ଚନ୍ଦ୍ର ବଡ଼ପଣ୍ଡା, ଭଦ୍ରକ, ଚନ୍ଦ୍ରପୁର, କେନ୍ଦ୍ରାପଡ଼ା (1238, 466, 1496, 479)
sudoku-cell[interactable]: 4 (1223, 1963, 1253, 1993)
contact-intro: ପାଠକ ଶ୍ରେଷ୍ଠ ବିଚାରକ ସ୍ତମ୍ଭ ପାଇଁ ଆପଣଙ୍କ ଚିଠି ପଠାନ୍ତୁ ସମ୍ପାଦକ, ଧରିତ୍ରୀ, ବି–୨୧, ଇନ୍‌ଷ୍ଟିଚ୍ୟୁସନାଲ ଏରିଆ, ଭୁବନେଶ୍ୱର–୭୫୧୦୧୩ (1189, 1487, 1467, 1533)
readers-h1: ପଞ୍ଜିକାରେ ଯୌନ ବିଜ୍ଞାପନ (1221, 64, 1435, 88)
sudoku-cell[interactable] (1313, 1933, 1343, 1963)
contact-email-1: E-mail:dharitripress@gmail.com (1235, 1539, 1421, 1553)
kanhei-col-1: କାରଣ ? ନାରୀଟିଏ କହୁଛନ୍ତି, କଣ୍ଢେଇ ଓ ଜୀବନ ? ଅବିବାହିତ ବେଳେ ଝିଅ କଣ୍ଢେଇକୁ ନିଜ ସନ୍ତାନ ପରି ଭଲ ପାଏ । ତା'ର ଯତ୍ନ ନିଏ, ଲୁଗା ପିନ୍ଧାଏ, ଖୁଆଏ । ଏହା ତା' ଭିତରେ ଥିବା ମାତୃତ୍ୱର ପ୍ରକାଶ । ବିଦେଶରେ କଣ୍ଢେଇ ସଂଗ୍ରହ ଏକ ସଉକ । ଅନେକ ସଂଗ୍ରହାଳୟରେ ପୁରାତନ କଣ୍ଢେଇ ସଂରକ୍ଷିତ । ଦିଲ୍ଲୀର ଶଙ୍କର ଅନ୍ତର୍ଜାତୀୟ କଣ୍ଢେଇ ସଂଗ୍ରହାଳୟ ଏହାର ଏକ ଉଦାହରଣ । ଏଠାରେ ବିଶ୍ୱର ବିଭିନ୍ନ ଦେଶର କଣ୍ଢେଇ ଦେଖିବାକୁ ମିଳେ । କଣ୍ଢେଇ ଶିଳ୍ପ ଅନେକ ପରିବାରର ଜୀବିକାର ଉତ୍ସ । ସରକାର ଏହି ଶିଳ୍ପକୁ ପ୍ରୋତ୍ସାହନ ଦେବା ଆବଶ୍ୟକ । ହସ୍ତଶିଳ୍ପ ମେଳାରେ କଣ୍ଢେଇର ଚାହିଦା ରହିଛି । ପିଲାଙ୍କ ଶିକ୍ଷାରେ ମଧ୍ୟ କଣ୍ଢେଇର ବ୍ୟବହାର ହେଉଛି । କଣ୍ଢେଇ ମାଧ୍ୟମରେ ଗଳ୍ପ କହିଲେ ପିଲାମାନେ ସହଜରେ ବୁଝନ୍ତି । (356, 1769, 614, 2049)
sudoku-cell[interactable] (1343, 1933, 1373, 1963)
column-byline (622, 396, 950, 516)
sudoku-cell[interactable]: 8 (1313, 1963, 1343, 1993)
sudoku-cell[interactable]: 5 (1433, 1873, 1463, 1903)
sudoku-cell[interactable]: 7 (1313, 1903, 1343, 1933)
lead-subhead-1: ପୁନର୍ନିଯୁକ୍ତି (694, 643, 800, 671)
envelope-icon (1170, 12, 1224, 46)
chirantani-quote: ଦେଉଳେ ଦେଖିଲି ଧର୍ମ ଯା ଅଛି ଶାସ୍ତ୍ର ଭିତରେ ସେଠ ଆମ ଶିବ ଅଧୀନ ଲେଖି ଶିବ ପୂଜି ରାଜୁ ଜାତିକ ପାଇଁ କି ଧ୍ୟାନ । କିନ୍ତି ନ ଜାତିକ ପାଇଁ ପେଟିପୋରେ କରିଲେ ଧର୍ମଗୁରୁ ଲୋକ ସୋଗାଇ ମଣିବର କେବେ ମଣିଷର ପାଇଁବ ! (ଅନୁବାଦ) (16, 61, 334, 129)
wheel-icon (1122, 19, 1137, 41)
sudoku-cell[interactable]: E (1283, 1903, 1313, 1933)
sudoku-cell[interactable]: 9 (1343, 1753, 1373, 1783)
